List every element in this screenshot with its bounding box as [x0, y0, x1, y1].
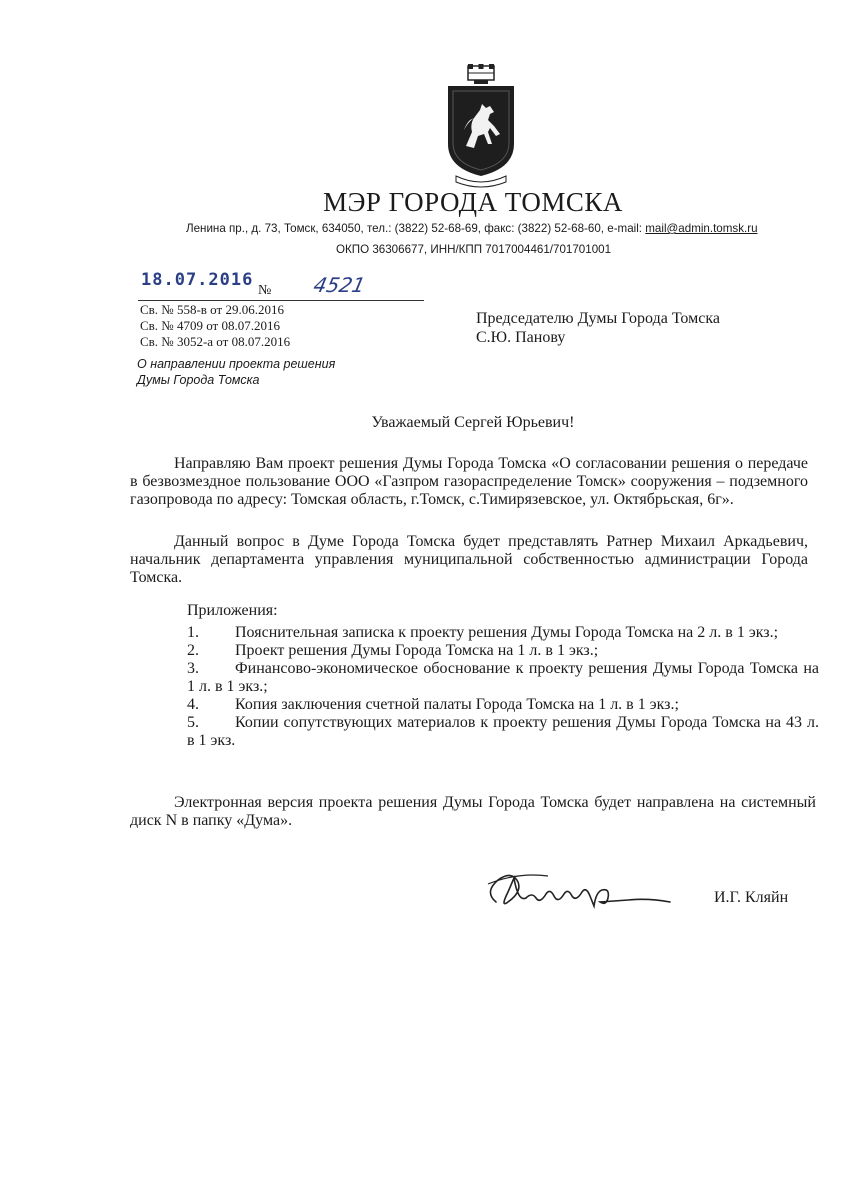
- reference-item: Св. № 4709 от 08.07.2016: [140, 318, 280, 333]
- attachments-list: [187, 624, 819, 750]
- crest-icon: [444, 64, 518, 188]
- list-item-text: Пояснительная записка к проекту решения Думы Города Томска на 2 л. в 1 экз.;: [235, 624, 779, 641]
- reference-item: Св. № 3052-а от 08.07.2016: [140, 334, 291, 349]
- addressee-name: С.Ю. Панову: [476, 329, 566, 346]
- address-text: Ленина пр., д. 73, Томск, 634050, тел.: (3822) 52-68-69, факс: (3822) 52-68-60, e-mail:: [186, 222, 646, 235]
- letter-subject: [137, 356, 335, 388]
- list-item-text: Финансово-экономическое обоснование к проекту решения Думы Города Томска на 1 л. в 1 экз.;: [187, 660, 819, 695]
- attachments-heading: Приложения:: [187, 602, 278, 619]
- list-item-number: 5.: [187, 714, 199, 731]
- list-item-number: 2.: [187, 642, 199, 659]
- list-item: [187, 696, 819, 714]
- email-link[interactable]: mail@admin.tomsk.ru: [645, 222, 758, 235]
- list-item-number: 4.: [187, 696, 199, 713]
- addressee-block: [476, 309, 720, 347]
- registration-underline: [138, 300, 424, 301]
- body-paragraph-2: Данный вопрос в Думе Города Томска будет представлять Ратнер Михаил Аркадьевич, начальник департамента управления муниципальной собственностью администрации Города Томска.: [130, 533, 808, 586]
- list-item: [187, 624, 819, 642]
- organization-codes: ОКПО 36306677, ИНН/КПП 7017004461/701701001: [336, 243, 612, 256]
- organization-title: МЭР ГОРОДА ТОМСКА: [323, 187, 623, 217]
- signer-name: И.Г. Кляйн: [714, 889, 789, 906]
- body-paragraph-1: Направляю Вам проект решения Думы Города Томска «О согласовании решения о передаче в безвозмездное пользование ООО «Газпром газораспределение Томск» сооружения – подземного газопровода по адресу: Томская область, г.Томск, с.Тимирязевское, ул. Октябрьская, 6г».: [130, 455, 808, 508]
- organization-address: [186, 222, 758, 235]
- list-item: [187, 714, 819, 750]
- list-item-number: 1.: [187, 624, 199, 641]
- registration-number: 4521: [311, 273, 368, 297]
- addressee-position: Председателю Думы Города Томска: [476, 310, 720, 327]
- salutation: Уважаемый Сергей Юрьевич!: [371, 414, 575, 431]
- signature-icon: [478, 862, 678, 922]
- city-crest-emblem: [444, 64, 518, 188]
- body-paragraph-3: Электронная версия проекта решения Думы Города Томска будет направлена на системный диск N в папку «Дума».: [130, 794, 816, 829]
- reference-item: Св. № 558-в от 29.06.2016: [140, 302, 284, 317]
- list-item-text: Копия заключения счетной палаты Города Томска на 1 л. в 1 экз.;: [235, 696, 679, 713]
- list-item-number: 3.: [187, 660, 199, 677]
- subject-line: О направлении проекта решения: [137, 357, 336, 371]
- handwritten-signature: [478, 862, 678, 922]
- list-item-text: Проект решения Думы Города Томска на 1 л. в 1 экз.;: [235, 642, 599, 659]
- list-item-text: Копии сопутствующих материалов к проекту решения Думы Города Томска на 43 л. в 1 экз.: [187, 714, 819, 749]
- subject-line: Думы Города Томска: [137, 373, 260, 387]
- registration-date-stamp: 18.07.2016: [141, 270, 254, 290]
- number-sign: №: [258, 283, 272, 298]
- reference-list: [140, 302, 290, 350]
- list-item: [187, 642, 819, 660]
- list-item: [187, 660, 819, 696]
